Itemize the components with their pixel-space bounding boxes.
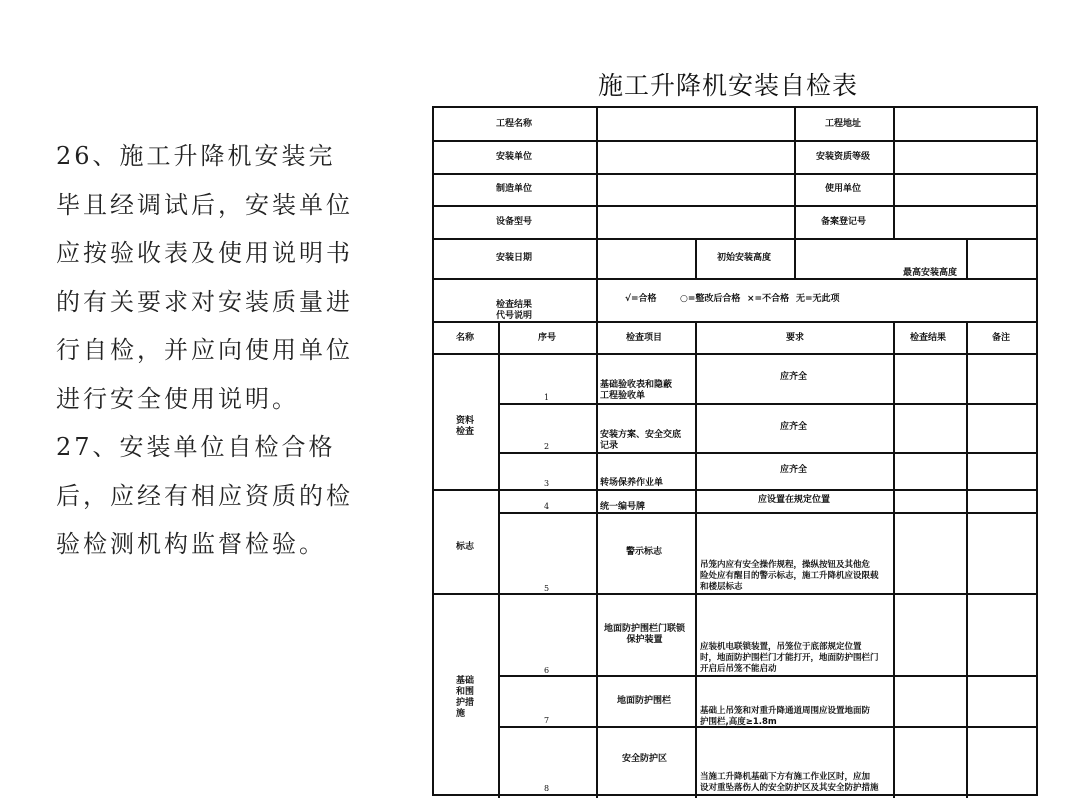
row-item: 地面防护围栏门联锁 保护装置	[604, 624, 686, 645]
row-item: 基础验收表和隐蔽 工程验收单	[600, 380, 673, 401]
inspection-table	[432, 106, 1038, 796]
row-req: 应齐全	[780, 422, 808, 432]
label-install-date: 安装日期	[496, 253, 533, 263]
row-seq: 6	[544, 666, 550, 675]
row-seq: 3	[544, 479, 550, 488]
row-req: 应齐全	[780, 465, 808, 475]
form-title: 施工升降机安装自检表	[598, 71, 859, 100]
code-pass: √=合格	[625, 294, 657, 304]
col-name: 名称	[456, 333, 475, 343]
label-initial-height: 初始安装高度	[717, 253, 772, 263]
row-req: 应设置在规定位置	[758, 495, 831, 505]
label-project-name: 工程名称	[496, 119, 533, 129]
row-req: 应装机电联锁装置，吊笼位于底部规定位置 时，地面防护围栏门才能打开，地面防护围栏门 开启后吊笼不能启动	[700, 642, 879, 674]
paragraph-26: 26、施工升降机安装完毕且经调试后，安装单位应按验收表及使用说明书的有关要求对安装质量进行自检，并应向使用单位进行安全使用说明。	[56, 142, 353, 413]
row-seq: 7	[544, 716, 550, 725]
row-seq: 8	[544, 784, 550, 793]
group-signs: 标志	[456, 542, 475, 552]
label-installer-grade: 安装资质等级	[816, 152, 871, 162]
col-remark: 备注	[992, 333, 1011, 343]
col-req: 要求	[786, 333, 805, 343]
row-req: 基础上吊笼和对重升降通道周围应设置地面防 护围栏,高度≥1.8m	[700, 706, 871, 727]
label-registration-no: 备案登记号	[821, 217, 867, 227]
col-result: 检查结果	[910, 333, 947, 343]
row-item: 警示标志	[626, 547, 663, 557]
group-docs: 资料 检查	[456, 416, 475, 437]
label-user-unit: 使用单位	[825, 184, 862, 194]
row-item: 地面防护围栏	[617, 696, 672, 706]
group-foundation: 基础 和围 护措 施	[456, 676, 475, 719]
label-max-height: 最高安装高度	[903, 268, 958, 278]
label-result-code: 检查结果 代号说明	[496, 300, 533, 321]
code-fail: ×=不合格	[747, 294, 790, 304]
instruction-text	[56, 132, 356, 569]
label-project-address: 工程地址	[825, 119, 862, 129]
row-item: 安装方案、安全交底 记录	[600, 430, 682, 451]
row-req: 当施工升降机基础下方有施工作业区时，应加 设对重坠落伤人的安全防护区及其安全防护措施	[700, 772, 879, 793]
paragraph-27: 27、安装单位自检合格后，应经有相应资质的检验检测机构监督检验。	[56, 433, 353, 558]
row-item: 安全防护区	[622, 754, 668, 764]
row-seq: 2	[544, 442, 550, 451]
row-item: 转场保养作业单	[600, 478, 664, 488]
label-manufacturer: 制造单位	[496, 184, 533, 194]
code-none: 无=无此项	[796, 294, 840, 304]
label-installer: 安装单位	[496, 152, 533, 162]
row-seq: 5	[544, 584, 550, 593]
col-seq: 序号	[538, 333, 557, 343]
label-model: 设备型号	[496, 217, 533, 227]
row-seq: 4	[544, 502, 550, 511]
col-item: 检查项目	[626, 333, 663, 343]
row-seq: 1	[544, 393, 550, 402]
row-req: 吊笼内应有安全操作规程，操纵按钮及其他危 险处应有醒目的警示标志，施工升降机应设限载 和楼层标志	[700, 560, 879, 592]
code-fixed: ○=整改后合格	[680, 294, 741, 304]
row-item: 统一编号牌	[600, 502, 646, 512]
row-req: 应齐全	[780, 372, 808, 382]
